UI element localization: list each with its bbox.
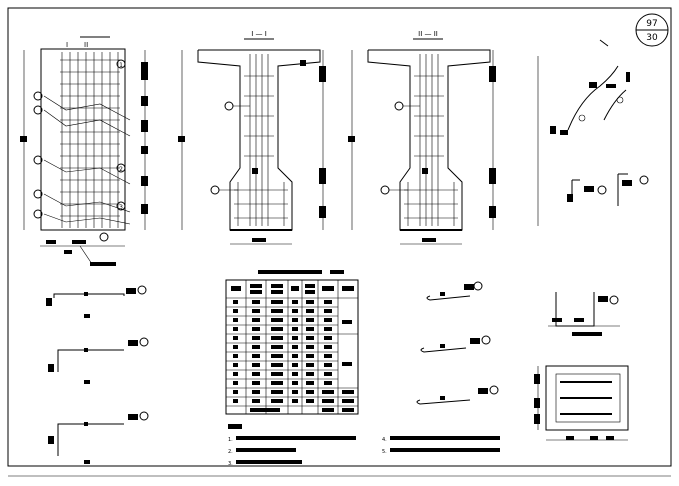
callout-2: 2 xyxy=(119,166,123,173)
section-1-view xyxy=(178,30,326,244)
hook-1 xyxy=(427,282,482,300)
note-3: 3. xyxy=(228,461,233,467)
hook-details xyxy=(417,282,498,404)
callout-3: 3 xyxy=(119,204,123,211)
section-marker-top: I xyxy=(66,41,69,49)
dimension-chain-right xyxy=(141,50,148,230)
sheet-number-badge xyxy=(636,14,668,46)
section-2-title: II — II xyxy=(418,30,438,38)
plan-detail xyxy=(534,366,628,440)
note-1: 1. xyxy=(228,437,233,443)
table-cell-marks xyxy=(231,284,354,412)
sheet-total: 30 xyxy=(646,33,658,43)
section-1-title: I — I xyxy=(251,30,267,38)
side-elevation-view xyxy=(20,37,148,266)
bar-shape-2 xyxy=(48,338,148,384)
u-bar-detail xyxy=(548,292,620,336)
bar-shape-details-left xyxy=(46,286,148,464)
hook-3 xyxy=(417,386,498,404)
section-2-bars xyxy=(404,54,458,226)
section-2-outline xyxy=(368,50,490,230)
stirrup-lines xyxy=(60,60,120,216)
svg-text:II: II xyxy=(84,41,89,49)
sheet-number: 97 xyxy=(646,19,658,29)
note-2: 2. xyxy=(228,449,233,455)
rebar-schedule-table xyxy=(226,270,358,414)
section-1-outline xyxy=(198,50,320,230)
callout-marks-right xyxy=(100,60,125,241)
callout-1: 1 xyxy=(119,62,123,69)
pier-outline xyxy=(41,49,125,230)
vertical-bars xyxy=(62,52,118,228)
bar-shape-3 xyxy=(48,412,148,464)
section-2-view xyxy=(348,30,496,244)
hook-2 xyxy=(421,336,490,352)
note-5: 5. xyxy=(382,449,387,455)
notes-block xyxy=(228,424,500,467)
bent-bar-details xyxy=(538,40,648,226)
note-4: 4. xyxy=(382,437,387,443)
bar-shape-1 xyxy=(46,286,146,318)
section-1-bars xyxy=(234,54,288,226)
